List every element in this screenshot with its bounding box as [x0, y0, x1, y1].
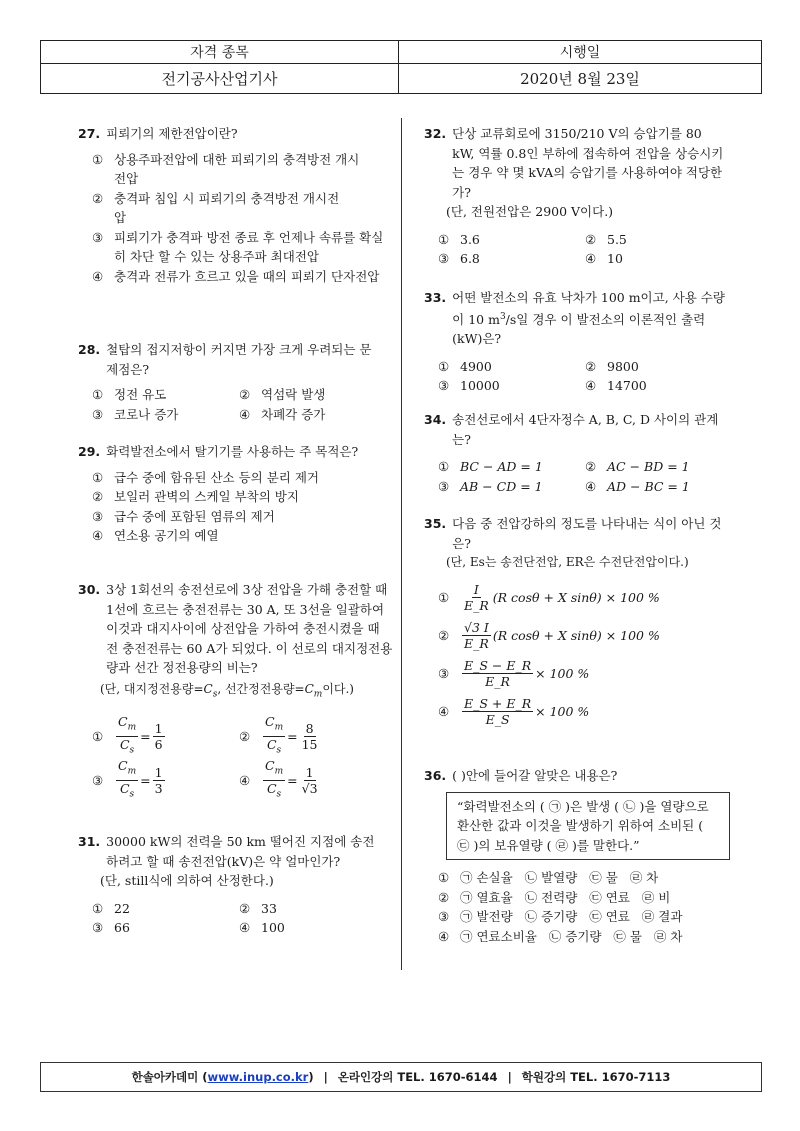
- option-3[interactable]: ③ 급수 중에 포함된 염류의 제거: [92, 508, 275, 524]
- question-text: 어떤 발전소의 유효 낙차가 100 m이고, 사용 수량이 10 $m^3/s$일 경우 이 발전소의 이론적인 출력(kW)은?: [452, 290, 725, 347]
- question-29: 29. 화력발전소에서 탈기기를 사용하는 주 목적은? ① 급수 중에 함유된 산소 등의 분리 제거 ② 보일러 관벽의 스케일 부착의 방지 ③ 급수 중에 포함된 염류의 제거 ④ 연소용 공기의 예열: [78, 442, 378, 546]
- option-4[interactable]: ④ 10: [585, 251, 623, 266]
- option-2[interactable]: ② 9800: [585, 358, 639, 374]
- option-2[interactable]: ② 역섬락 발생: [239, 387, 326, 402]
- option-4[interactable]: ④ 연소용 공기의 예열: [92, 528, 219, 543]
- option-1[interactable]: ① 22: [92, 900, 130, 916]
- question-28: 28. 철탑의 접지저항이 커지면 가장 크게 우려되는 문제점은? ① 정전 유도 ② 역섬락 발생 ③ 코로나 증가 ④ 차폐각 증가: [78, 340, 378, 424]
- option-4[interactable]: ④ $\frac{C_m}{C_s}$ = $\frac{1}{√3}$: [239, 758, 318, 800]
- option-2[interactable]: ② 5.5: [585, 231, 627, 247]
- option-3[interactable]: ③ 66: [92, 920, 130, 935]
- option-4[interactable]: ④ AD − BC = 1: [585, 478, 690, 494]
- option-1[interactable]: ① 4900: [438, 358, 492, 374]
- option-1[interactable]: ① $\frac{I}{E\_R}$ (R cosθ + X sinθ) × 100 %: [438, 582, 660, 613]
- header-date-value: 2020년 8월 23일: [520, 70, 640, 88]
- option-3[interactable]: ③ $\frac{C_m}{C_s}$ = $\frac{1}{3}$: [92, 758, 163, 800]
- exam-header-table: [40, 40, 762, 94]
- header-subject-value: 전기공사산업기사: [161, 70, 278, 88]
- question-33: 33. 어떤 발전소의 유효 낙차가 100 m이고, 사용 수량이 10 $m^3/s$일 경우 이 발전소의 이론적인 출력(kW)은? ① 4900 ② 9800 ③ 10000 ④ 14700: [424, 288, 729, 396]
- option-1[interactable]: ① 3.6: [438, 231, 480, 247]
- options-grid: [92, 385, 378, 424]
- footer-offline-tel: 학원강의 TEL. 1670-7113: [521, 1070, 671, 1084]
- option-1[interactable]: ① BC − AD = 1: [438, 459, 543, 474]
- question-text: 피뢰기의 제한전압이란?: [106, 126, 238, 141]
- option-4[interactable]: ④ ㉠ 연료소비율 ㉡ 증기량 ㉢ 물 ㉣ 차: [438, 928, 683, 944]
- option-3[interactable]: ③ ㉠ 발전량 ㉡ 증기량 ㉢ 연료 ㉣ 결과: [438, 909, 683, 924]
- option-2[interactable]: ② $\frac{C_m}{C_s}$ = $\frac{8}{15}$: [239, 714, 318, 756]
- question-30: 30. 3상 1회선의 송전선로에 3상 전압을 가해 충전할 때 1선에 흐르는 충전전류는 30 A, 또 3선을 일괄하여 이것과 대지사이에 상전압을 가하여 충전시켰을 때 전 충전전류는 60 A가 되었다. 이 선로의 대지정전용량과 선간 정전용량의 비는? (단, 대지정전용량$=C_s$, 선간정전용량$=C_m$이다.) ① $\frac{C_m}{C_s}$ = $\frac{1}{6}$ ② $\frac{C_m}{C_s}$ = $\frac{8}{15}$ ③ $\frac{C_m}{C_s}$ = $\frac{1}{3}$ ④ $\frac{C_m}{C_s}$ = $\frac{1}{√3}$: [78, 580, 393, 802]
- option-2[interactable]: ② AC − BD = 1: [585, 459, 690, 474]
- footer-academy-name: 한솔아카데미 (: [131, 1070, 208, 1084]
- option-2[interactable]: ② $\frac{√3 I}{E\_R}$ (R cosθ + X sinθ) × 100 %: [438, 620, 660, 651]
- footer-website-link[interactable]: www.inup.co.kr: [207, 1070, 309, 1084]
- option-1[interactable]: ① ㉠ 손실율 ㉡ 발열량 ㉢ 물 ㉣ 차: [438, 870, 659, 885]
- option-1[interactable]: ① $\frac{C_m}{C_s}$ = $\frac{1}{6}$: [92, 714, 163, 756]
- footer-separator: |: [507, 1070, 512, 1084]
- option-4[interactable]: ④ 충격과 전류가 흐르고 있을 때의 피뢰기 단자전압: [92, 268, 380, 284]
- footer-separator: |: [323, 1070, 328, 1084]
- option-3[interactable]: ③ 피뢰기가 충격파 방전 종료 후 언제나 속류를 확실히 차단 할 수 있는 상용주파 최대전압: [92, 229, 384, 264]
- question-condition: (단, 대지정전용량$=C_s$, 선간정전용량$=C_m$이다.): [100, 681, 354, 699]
- question-31: 31. 30000 kW의 전력을 50 km 떨어진 지점에 송전하려고 할 때 송전전압(kV)은 약 얼마인가? (단, still식에 의하여 산정한다.) ① 22 ② 33 ③ 66 ④ 100: [78, 832, 378, 938]
- option-4[interactable]: ④ 100: [239, 920, 285, 935]
- option-2[interactable]: ② ㉠ 열효율 ㉡ 전력량 ㉢ 연료 ㉣ 비: [438, 889, 671, 905]
- column-divider: [401, 118, 402, 970]
- option-4[interactable]: ④ 14700: [585, 378, 647, 394]
- options-grid: [92, 714, 393, 802]
- option-1[interactable]: ① 급수 중에 함유된 산소 등의 분리 제거: [92, 469, 319, 485]
- option-2[interactable]: ② 보일러 관벽의 스케일 부착의 방지: [92, 489, 299, 504]
- option-3[interactable]: ③ 코로나 증가: [92, 406, 179, 422]
- question-36: 36. ( )안에 들어갈 알맞은 내용은? “화력발전소의 ( ㉠ )은 발생 ( ㉡ )을 열량으로 환산한 값과 이것을 발생하기 위하여 소비된 ( ㉢ )의 보유열량 ( ㉣ )를 말한다.” ① ㉠ 손실율 ㉡ 발열량 ㉢ 물 ㉣ 차 ② ㉠ 열효율 ㉡ 전력량 ㉢ 연료 ㉣ 비 ③ ㉠ 발전량 ㉡ 증기량 ㉢ 연료 ㉣ 결과 ④ ㉠ 연료소비율 ㉡ 증기량 ㉢ 물 ㉣ 차: [424, 766, 744, 946]
- option-2[interactable]: ② 33: [239, 900, 277, 916]
- question-condition: (단, 전원전압은 2900 V이다.): [446, 204, 614, 219]
- option-3[interactable]: ③ 6.8: [438, 251, 480, 266]
- options-grid: [438, 230, 724, 269]
- option-4[interactable]: ④ 차폐각 증가: [239, 406, 326, 422]
- header-date-label: 시행일: [559, 45, 601, 61]
- option-2[interactable]: ② 충격파 침입 시 피뢰기의 충격방전 개시전압: [92, 190, 340, 225]
- option-3[interactable]: ③ 10000: [438, 378, 500, 394]
- question-34: 34. 송전선로에서 4단자정수 A, B, C, D 사이의 관계는? ① BC − AD = 1 ② AC − BD = 1 ③ AB − CD = 1 ④ AD − BC = 1: [424, 410, 729, 496]
- question-number: 27.: [78, 126, 101, 141]
- header-subject-label: 자격 종목: [190, 45, 249, 61]
- question-32: 32. 단상 교류회로에 3150/210 V의 승압기를 80 kW, 역률 0.8인 부하에 접속하여 전압을 상승시키는 경우 약 몇 kVA의 승압기를 사용하여야 적당한가? (단, 전원전압은 2900 V이다.) ① 3.6 ② 5.5 ③ 6.8 ④ 10: [424, 124, 724, 269]
- page-footer: 한솔아카데미 ( www.inup.co.kr ) | 온라인강의 TEL. 1670-6144 | 학원강의 TEL. 1670-7113: [40, 1062, 762, 1092]
- options-grid: [438, 357, 729, 396]
- option-1[interactable]: ① 정전 유도: [92, 387, 167, 402]
- footer-online-tel: 온라인강의 TEL. 1670-6144: [337, 1070, 498, 1084]
- question-condition: (단, still식에 의하여 산정한다.): [100, 873, 274, 888]
- question-condition: (단, Es는 송전단전압, ER은 수전단전압이다.): [446, 555, 689, 569]
- option-4[interactable]: ④ $\frac{E\_S + E\_R}{E\_S}$ × 100 %: [438, 696, 590, 727]
- option-1[interactable]: ① 상용주파전압에 대한 피뢰기의 충격방전 개시전압: [92, 151, 360, 186]
- option-3[interactable]: ③ AB − CD = 1: [438, 478, 543, 494]
- question-35: 35. 다음 중 전압강하의 정도를 나타내는 식이 아닌 것은? (단, Es는 송전단전압, ER은 수전단전압이다.) ① $\frac{I}{E\_R}$ (R cosθ + X sinθ) × 100 % ② $\frac{√3 I}{E\_R}$ (R cosθ + X sinθ) × 100 % ③ $\frac{E\_S - E\_R}{E\_R}$ × 100 % ④ $\frac{E\_S + E\_R}{E\_S}$ × 100 %: [424, 514, 744, 731]
- options-grid: [92, 899, 378, 938]
- options-grid: [438, 457, 729, 496]
- option-3[interactable]: ③ $\frac{E\_S - E\_R}{E\_R}$ × 100 %: [438, 658, 590, 689]
- passage-box: “화력발전소의 ( ㉠ )은 발생 ( ㉡ )을 열량으로 환산한 값과 이것을 발생하기 위하여 소비된 ( ㉢ )의 보유열량 ( ㉣ )를 말한다.”: [446, 792, 730, 861]
- question-27: [78, 124, 388, 286]
